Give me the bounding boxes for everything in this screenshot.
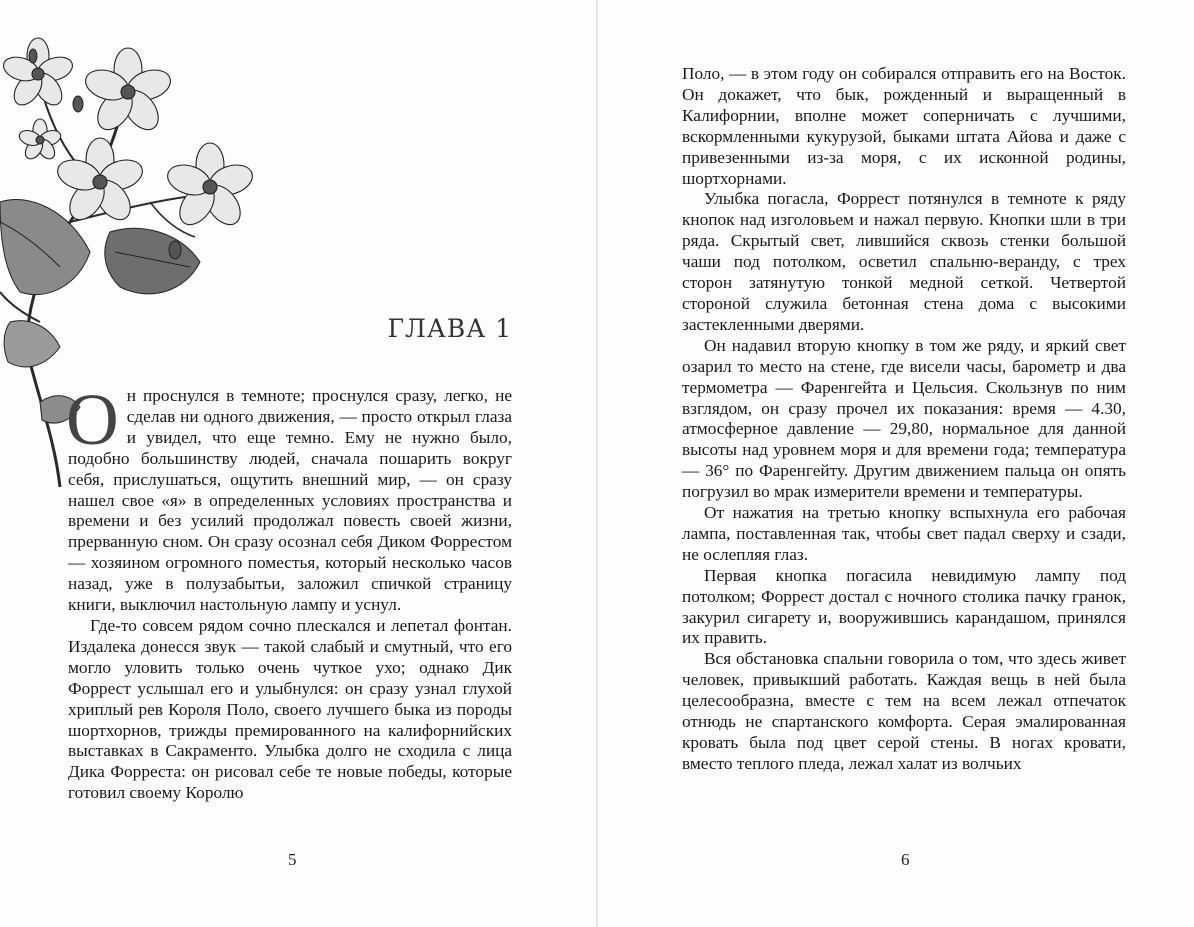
right-page-text	[682, 64, 1126, 775]
paragraph: Улыбка погасла, Форрест потянулся в темноте к ряду кнопок над изголовьем и нажал первую. Кнопки шли в три ряда. Скрытый свет, лившийся сквозь стенки большой чаши под потолком, осветил спальню-веранду, с трех сторон затянутую тонкой медной сеткой. Четвертой стороной служила бетонная стена дома с высокими застекленными дверями.	[682, 189, 1126, 334]
left-page-text	[66, 379, 512, 804]
drop-cap: О	[66, 379, 119, 460]
paragraph: Он надавил вторую кнопку в том же ряду, и яркий свет озарил то место на стене, где висели часы, барометр и два термометра — Фаренгейта и Цельсия. Скользнув по ним взглядом, он сразу прочел их показания: время — 4.30, атмосферное давление — 29,80, нормальное для данной высоты над уровнем моря и для времени года; температура — 36° по Фаренгейту. Другим движением пальца он опять погрузил во мрак измерители времени и температуры.	[682, 335, 1126, 502]
paragraph: Где-то совсем рядом сочно плескался и лепетал фонтан. Издалека донесся звук — такой слабый и смутный, что его могло уловить только очень чуткое ухо; однако Дик Форрест услышал его и улыбнулся: он сразу узнал глухой хриплый рев Короля Поло, своего лучшего быка из породы шортхорнов, трижды премированного на калифорнийских выставках в Сакраменто. Улыбка долго не сходила с лица Дика Форреста: он рисовал себе те новые победы, которые готовил своему Королю	[68, 615, 512, 803]
paragraph: От нажатия на третью кнопку вспыхнула его рабочая лампа, поставленная так, чтобы свет падал сверху и сзади, не ослепляя глаз.	[682, 503, 1126, 564]
chapter-title: ГЛАВА 1	[387, 314, 512, 343]
paragraph: Первая кнопка погасила невидимую лампу под потолком; Форрест достал с ночного столика пачку гранок, закурил сигарету и, вооружившись карандашом, принялся их править.	[682, 565, 1126, 648]
left-page	[0, 0, 596, 927]
page-number: 5	[288, 850, 297, 869]
paragraph: Вся обстановка спальни говорила о том, что здесь живет человек, привыкший работать. Каждая вещь в ней была целесообразна, вместе с тем на всем лежал отпечаток отнюдь не спартанского комфорта. Серая эмалированная кровать была под цвет серой стены. В ногах кровати, вместо теплого пледа, лежал халат из волчьих	[682, 649, 1126, 773]
paragraph: Он проснулся в темноте; проснулся сразу, легко, не сделав ни одного движения, — просто открыл глаза и увидел, что еще темно. Ему не нужно было, подобно большинству людей, сначала пошарить вокруг себя, прислушаться, ощутить внешний мир, — он сразу нашел свое «я» в определенных условиях пространства и времени и без усилий продолжал повесть своей жизни, прерванную сном. Он сразу осознал себя Диком Форрестом — хозяином огромного поместья, который несколько часов назад, уже в полузабытьи, заложил спичкой страницу книги, выключил настольную лампу и уснул.	[66, 379, 512, 615]
page-number: 6	[901, 850, 910, 869]
paragraph: Поло, — в этом году он собирался отправить его на Восток. Он докажет, что бык, рожденный и выращенный в Калифорнии, вполне может соперничать с лучшими, вскормленными кукурузой, быками штата Айова и даже с привезенными из-за моря, с их исконной родины, шортхорнами.	[682, 64, 1126, 188]
